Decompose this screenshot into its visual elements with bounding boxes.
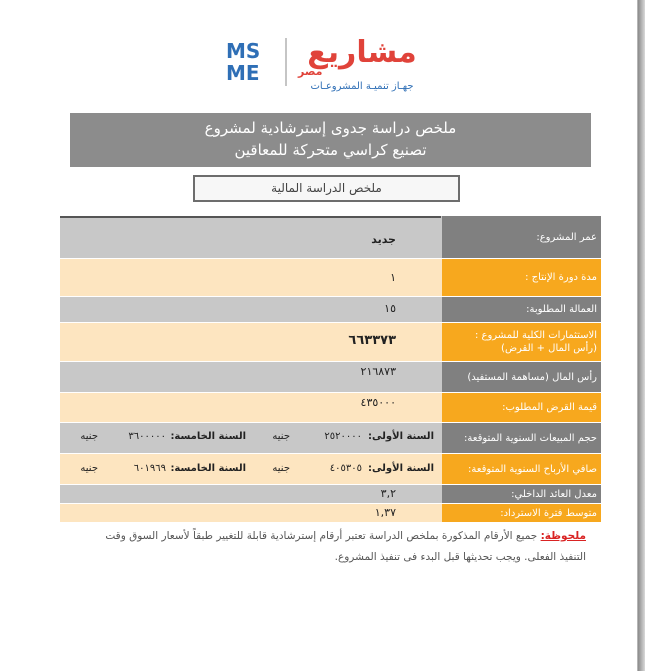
logo (226, 36, 436, 98)
agency-name: جهـاز تنميـة المشروعـات (310, 81, 414, 92)
profit-y1-value: ٤٠٥٣٠٥ (329, 463, 362, 474)
table-row-production-cycle (60, 259, 601, 297)
total-investment-label: الاستثمارات الكلية للمشروع : (474, 330, 597, 341)
profit-y5-unit: جنيه (80, 463, 98, 474)
table-row-loan (60, 393, 601, 423)
payback-value: ١,٣٧ (374, 506, 396, 519)
brand-country: مصر (298, 65, 323, 78)
labor-value: ١٥ (384, 302, 396, 315)
sales-y1-label: السنة الأولى: (368, 431, 434, 442)
irr-value: ٣,٢ (380, 487, 396, 500)
irr-label: معدل العائد الداخلي: (511, 488, 597, 500)
table-row-capital (60, 362, 601, 393)
profit-y1-label: السنة الأولى: (368, 463, 434, 474)
title-banner (70, 113, 591, 167)
profit-label: صافي الأرباح السنوية المتوقعة: (468, 463, 597, 475)
title-line-2: تصنيع كراسي متحركة للمعاقين (234, 141, 427, 159)
table-row-irr (60, 485, 601, 504)
labor-label: العمالة المطلوبة: (526, 304, 597, 315)
table-row-labor (60, 297, 601, 323)
summary-heading: ملخص الدراسة المالية (193, 175, 460, 202)
title-line-1: ملخص دراسة جدوى إسترشادية لمشروع (204, 119, 457, 137)
msme-logo (226, 40, 282, 84)
sales-y5-unit: جنيه (80, 431, 98, 442)
table-row-project-age (60, 216, 601, 259)
sales-y5-label: السنة الخامسة: (170, 431, 246, 442)
production-cycle-label: مدة دورة الإنتاج : (525, 272, 597, 283)
msme-line-1: MS (226, 39, 261, 63)
table-row-sales (60, 423, 601, 454)
sales-label: حجم المبيعات السنوية المتوقعة: (464, 432, 597, 444)
table-row-total-investment (60, 323, 601, 362)
table-row-payback (60, 504, 601, 523)
capital-value: ٢١٦٨٧٣ (360, 365, 396, 378)
total-investment-sublabel: (رأس المال + القرض) (501, 343, 597, 354)
project-age-value: جديد (371, 233, 396, 246)
msme-line-2: ME (226, 61, 260, 85)
table-top-rule (60, 216, 441, 218)
sales-y1-value: ٢٥٢٠٠٠٠ (324, 431, 362, 442)
capital-label: رأس المال (مساهمة المستفيد) (467, 371, 597, 383)
summary-table (60, 216, 601, 523)
brand-logo (292, 36, 432, 94)
disclaimer-note (96, 526, 586, 568)
page-shadow (638, 0, 645, 671)
note-label: ملحوظة: (540, 530, 586, 542)
sales-y5-value: ٣٦٠٠٠٠٠ (128, 431, 166, 442)
sales-y1-unit: جنيه (272, 431, 290, 442)
brand-name: مشاريع (307, 35, 417, 70)
logo-divider (285, 38, 287, 86)
profit-y1-unit: جنيه (272, 463, 290, 474)
production-cycle-value: ١ (390, 271, 396, 284)
total-investment-value: ٦٦٣٣٧٣ (348, 333, 396, 348)
loan-value: ٤٣٥٠٠٠ (360, 396, 396, 409)
profit-y5-label: السنة الخامسة: (170, 463, 246, 474)
project-age-label: عمر المشروع: (536, 231, 597, 243)
profit-y5-value: ٦٠١٩٦٩ (133, 463, 166, 474)
loan-label: قيمة القرض المطلوب: (502, 402, 597, 413)
table-row-profit (60, 454, 601, 485)
payback-label: متوسط فترة الاسترداد: (500, 507, 597, 519)
note-text: جميع الأرقام المذكورة بملخص الدراسة تعتبر أرقام إسترشادية قابلة للتغيير طبقاً لأسعار السوق وقت التنفيذ الفعلى. ويجب تحديثها قبل البدء فى تنفيذ المشروع. (105, 530, 586, 563)
